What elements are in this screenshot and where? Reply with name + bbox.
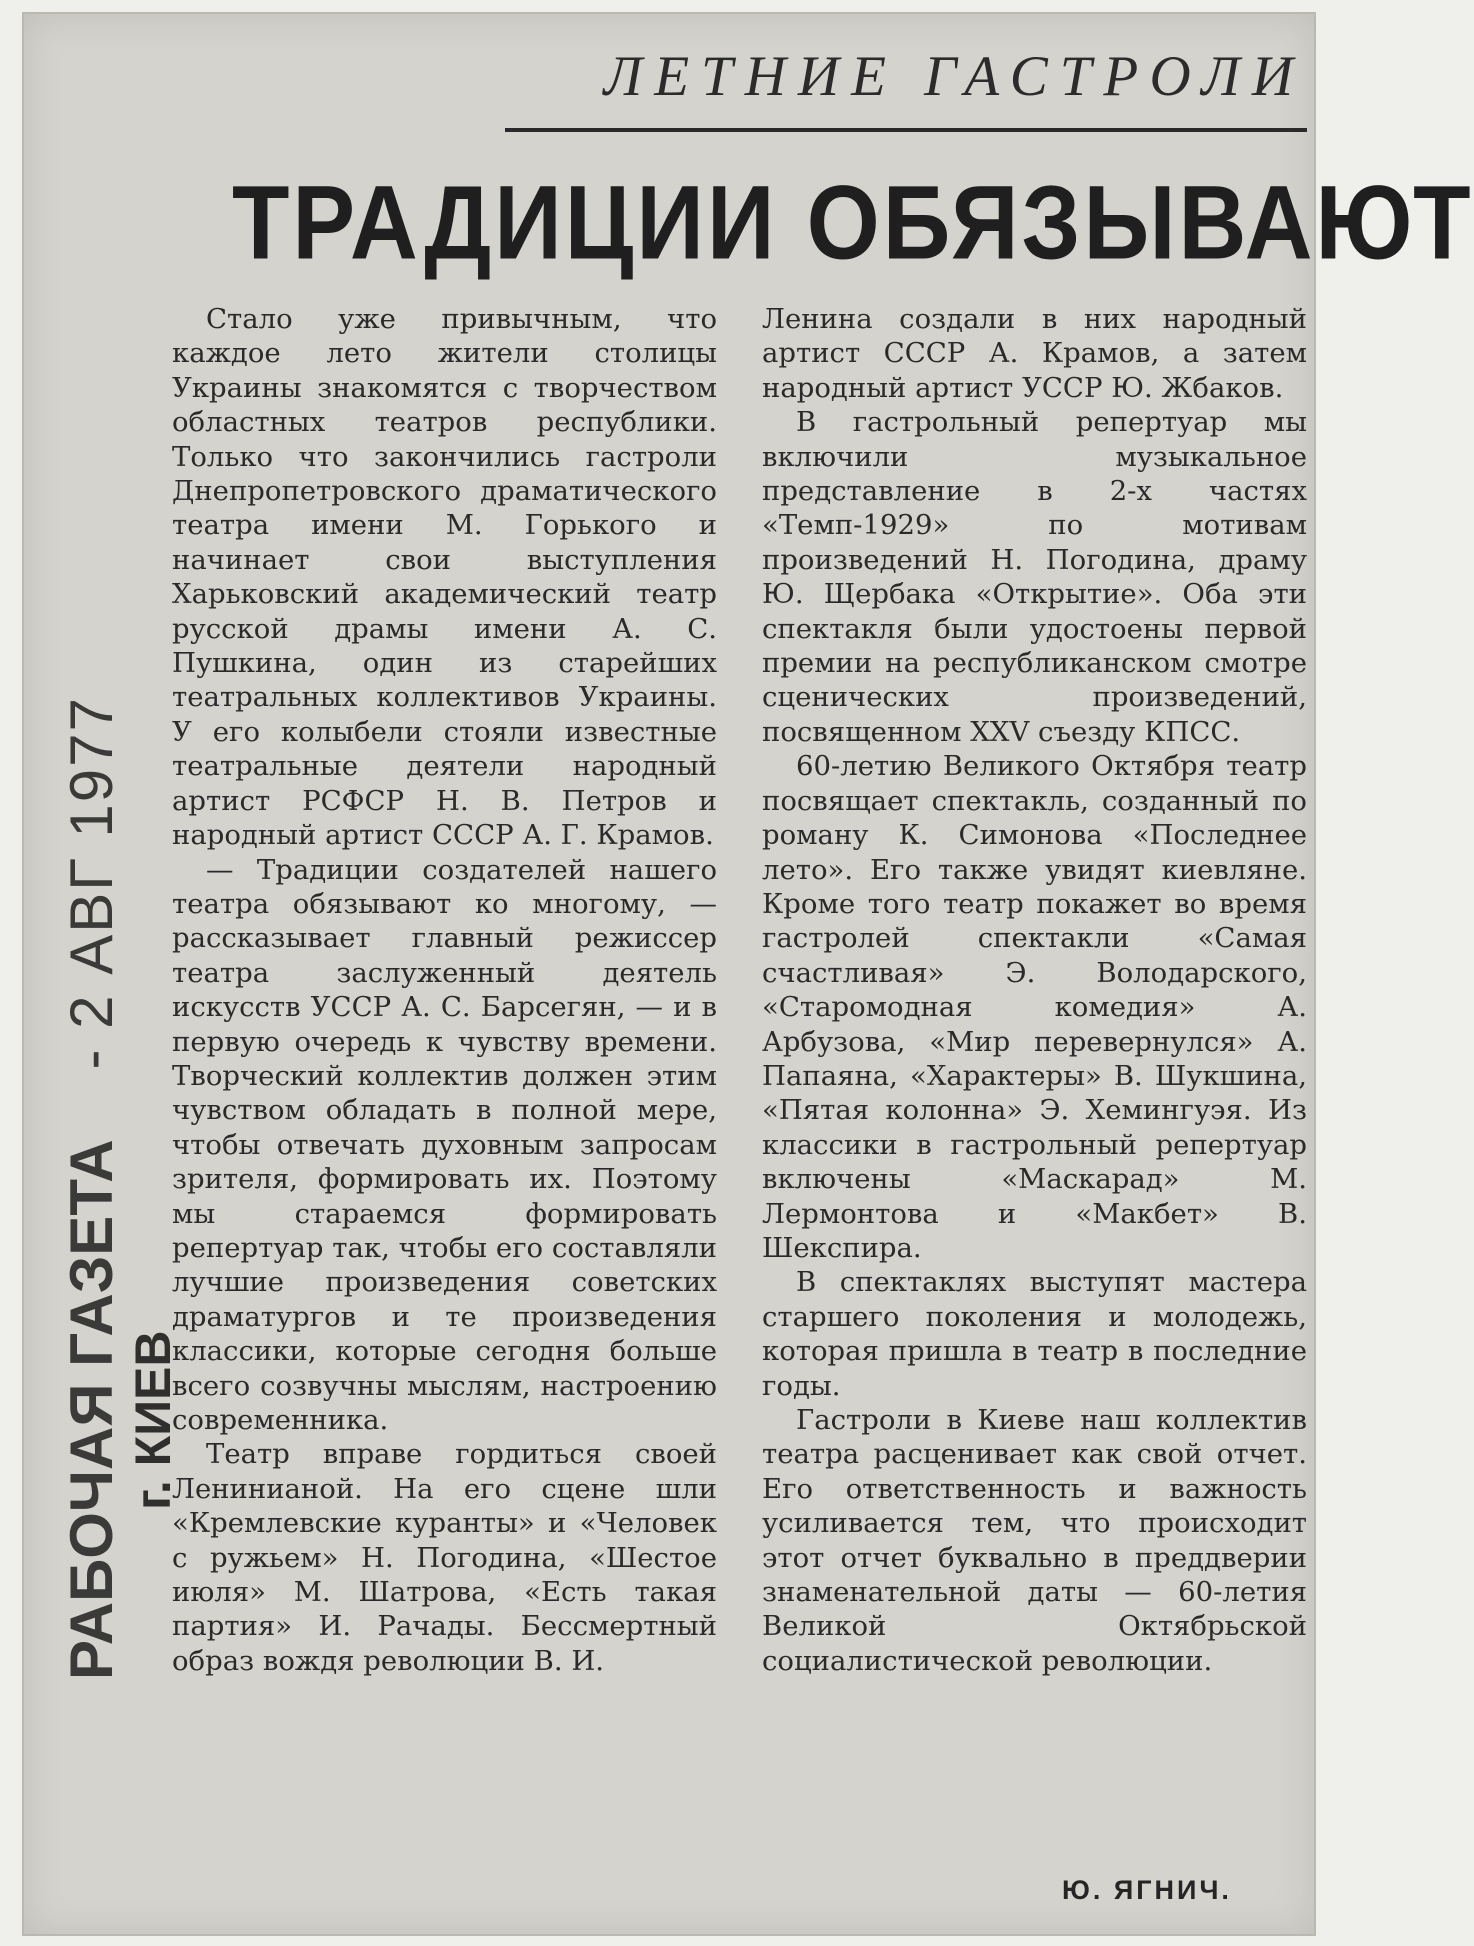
paragraph: 60-летию Великого Октября театр посвящает спектакль, созданный по роману К. Симонова «Последнее лето». Его также увидят киевляне. Кроме того театр покажет во время гастролей спектакли «Самая счастливая» Э. Володарского, «Старомодная комедия» А. Арбузова, «Мир перевернулся» А. Папаяна, «Характеры» В. Шукшина, «Пятая колонна» Э. Хемингуэя. Из классики в гастрольный репертуар включены «Маскарад» М. Лермонтова и «Макбет» В. Шекспира. <box>762 750 1307 1264</box>
article-column-2 <box>762 302 1307 1678</box>
paragraph: — Традиции создателей нашего театра обязывают ко многому, — рассказывает главный режиссер театра заслуженный деятель искусств УССР А. С. Барсегян, — и в первую очередь к чувству времени. Творческий коллектив должен этим чувством обладать в полной мере, чтобы отвечать духовным запросам зрителя, формировать их. Поэтому мы стараемся формировать репертуар так, чтобы его составляли лучшие произведения советских драматургов и те произведения классики, которые сегодня больше всего созвучны мыслям, настроению современника. <box>172 853 717 1436</box>
article-column-1 <box>172 302 717 1678</box>
stamp-city: г. КИЕВ <box>125 1330 181 1510</box>
paragraph: В гастрольный репертуар мы включили музыкальное представление в 2-х частях «Темп-1929» по мотивам произведений Н. Погодина, драму Ю. Щербака «Открытие». Оба эти спектакля были удостоены первой премии на республиканском смотре сценических произведений, посвященном XXV съезду КПСС. <box>762 406 1307 748</box>
paragraph: Театр вправе гордиться своей Ленинианой. На его сцене шли «Кремлевские куранты» и «Человек с ружьем» Н. Погодина, «Шестое июля» М. Шатрова, «Есть такая партия» И. Рачады. Бессмертный образ вождя революции В. И. <box>172 1438 717 1677</box>
rubric-underline <box>505 128 1307 132</box>
section-rubric: ЛЕТНИЕ ГАСТРОЛИ <box>603 45 1305 108</box>
paragraph: В спектаклях выступят мастера старшего поколения и молодежь, которая пришла в театр в последние годы. <box>762 1266 1307 1402</box>
paragraph: Гастроли в Киеве наш коллектив театра расценивает как свой отчет. Его ответственность и важность усиливается тем, что происходит этот отчет буквально в преддверии знаменательной даты — 60-летия Великой Октябрьской социалистической революции. <box>762 1404 1307 1677</box>
stamp-newspaper-name: РАБОЧАЯ ГАЗЕТА <box>58 1139 125 1680</box>
stamp-date: - 2 АВГ 1977 <box>58 696 125 1070</box>
paragraph: Стало уже привычным, что каждое лето жители столицы Украины знакомятся с творчеством областных театров республики. Только что закончились гастроли Днепропетровского драматического театра имени М. Горького и начинает свои выступления Харьковский академический театр русской драмы имени А. С. Пушкина, один из старейших театральных коллективов Украины. У его колыбели стояли известные театральные деятели народный артист РСФСР Н. В. Петров и народный артист СССР А. Г. Крамов. <box>172 303 717 852</box>
author-signature: Ю. ЯГНИЧ. <box>1062 1875 1232 1905</box>
article-headline: ТРАДИЦИИ ОБЯЗЫВАЮТ <box>232 163 1474 281</box>
clipping-stamp <box>58 620 125 1680</box>
paragraph: Ленина создали в них народный артист СССР А. Крамов, а затем народный артист УССР Ю. Жбаков. <box>762 303 1307 404</box>
